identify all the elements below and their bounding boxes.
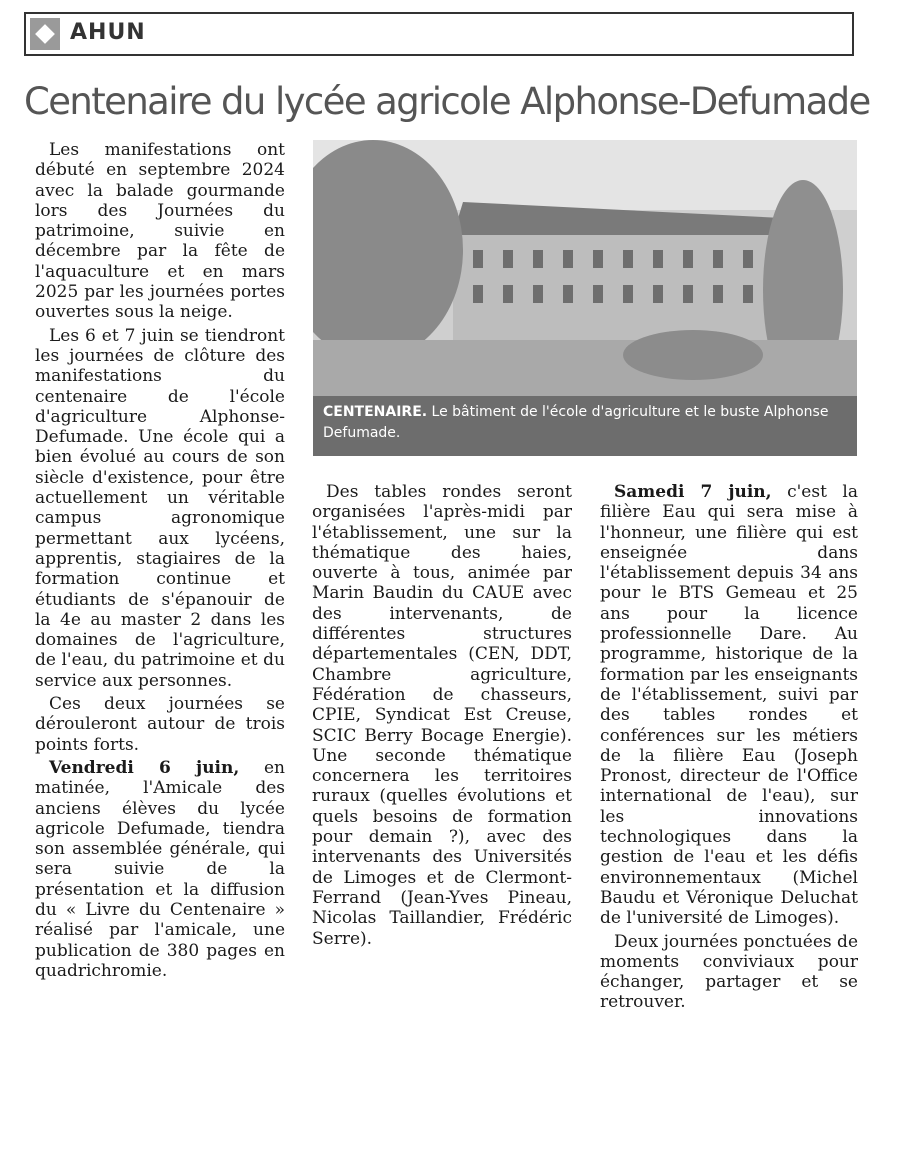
article-column-2 — [312, 482, 572, 952]
paragraph: Samedi 7 juin, c'est la filière Eau qui sera mise à l'honneur, une filière qui est enseignée dans l'établissement depuis 34 ans pour le BTS Gemeau et 25 ans pour la licence professionnelle Dare. Au programme, historique de la formation par les enseignants de l'établissement, suivi par des tables rondes et conférences sur les métiers de la filière Eau (Joseph Pronost, directeur de l'Office international de l'eau), sur les innovations technologiques dans la gestion de l'eau et les défis environnementaux (Michel Baudu et Véronique Deluchat de l'université de Limoges). — [600, 482, 858, 929]
section-header — [24, 12, 854, 56]
headline: Centenaire du lycée agricole Alphonse-Defumade — [24, 80, 870, 123]
paragraph: Vendredi 6 juin, en matinée, l'Amicale des anciens élèves du lycée agricole Defumade, tiendra son assemblée générale, qui sera suivie de la présentation et la diffusion du « Livre du Centenaire » réalisé par l'amicale, une publication de 380 pages en quadrichromie. — [35, 757, 285, 981]
paragraph: Ces deux journées se dérouleront autour de trois points forts. — [35, 694, 285, 755]
caption-text: Le bâtiment de l'école d'agriculture et le buste Alphonse Defumade. — [323, 404, 829, 441]
article-column-1 — [35, 140, 285, 984]
newspaper-logo-icon — [30, 18, 60, 50]
article-photo — [313, 140, 857, 456]
paragraph-lead: Vendredi 6 juin, — [49, 757, 240, 778]
section-name: AHUN — [70, 20, 146, 45]
paragraph: Les manifestations ont débuté en septembre 2024 avec la balade gourmande lors des Journées du patrimoine, suivie en décembre par la fête de l'aquaculture et en mars 2025 par les journées portes ouvertes sous la neige. — [35, 140, 285, 323]
article-column-3 — [600, 482, 858, 1016]
paragraph-lead: Samedi 7 juin, — [614, 482, 772, 502]
caption-label: CENTENAIRE. — [323, 404, 428, 420]
paragraph: Deux journées ponctuées de moments conviviaux pour échanger, partager et se retrouver. — [600, 931, 858, 1013]
paragraph: Les 6 et 7 juin se tiendront les journées de clôture des manifestations du centenaire de l'école d'agriculture Alphonse-Defumade. Une école qui a bien évolué au cours de son siècle d'existence, pour être actuellement un véritable campus agronomique permettant aux lycéens, apprentis, stagiaires de la formation continue et étudiants de s'épanouir de la 4e au master 2 dans les domaines de l'agriculture, de l'eau, du patrimoine et du service aux personnes. — [35, 325, 285, 691]
photo-caption — [313, 396, 857, 456]
paragraph: Des tables rondes seront organisées l'après-midi par l'établissement, une sur la thématique des haies, ouverte à tous, animée par Marin Baudin du CAUE avec des intervenants, de différentes structures départementales (CEN, DDT, Chambre agriculture, Fédération de chasseurs, CPIE, Syndicat Est Creuse, SCIC Berry Bocage Energie). Une seconde thématique concernera les territoires ruraux (quelles évolutions et quels besoins de formation pour demain ?), avec des intervenants des Universités de Limoges et de Clermont-Ferrand (Jean-Yves Pineau, Nicolas Taillandier, Frédéric Serre). — [312, 482, 572, 949]
